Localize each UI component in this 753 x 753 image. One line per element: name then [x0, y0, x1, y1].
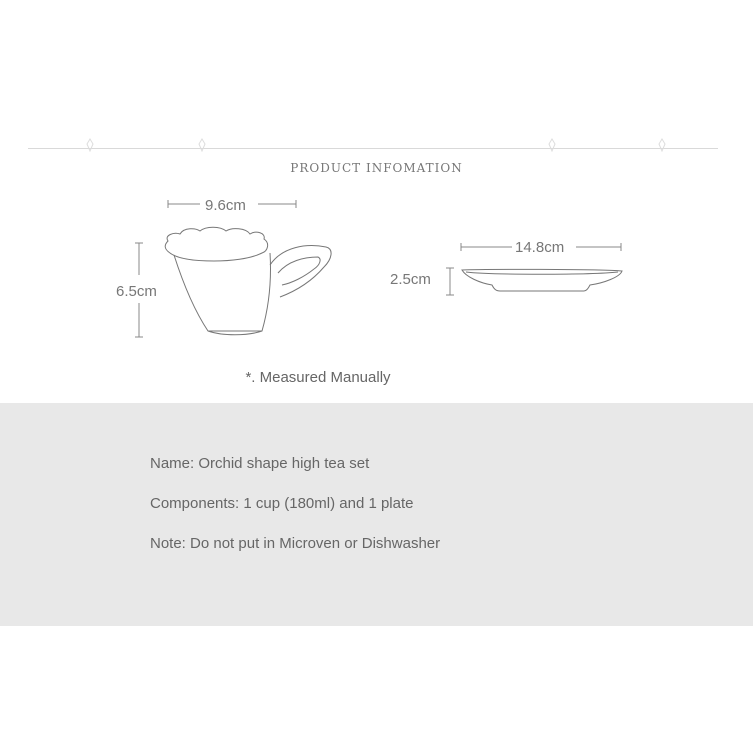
product-components: Components: 1 cup (180ml) and 1 plate [150, 495, 414, 512]
product-info-panel [0, 403, 753, 626]
cup-height-label: 6.5cm [116, 283, 157, 300]
ornament-icon [546, 138, 558, 152]
ornament-icon [196, 138, 208, 152]
section-heading: PRODUCT INFOMATION [290, 161, 463, 175]
plate-outline [462, 269, 622, 291]
plate-height-dimension [446, 268, 454, 295]
product-name: Name: Orchid shape high tea set [150, 455, 370, 472]
plate-width-label: 14.8cm [515, 239, 565, 256]
ornament-icon [84, 138, 96, 152]
product-care-note: Note: Do not put in Microven or Dishwasher [150, 535, 441, 552]
plate-height-label: 2.5cm [390, 271, 431, 288]
cup-width-label: 9.6cm [205, 197, 246, 214]
cup-outline [165, 227, 331, 335]
product-dimension-drawing [0, 185, 753, 365]
ornament-icon [656, 138, 668, 152]
measurement-note: *. Measured Manually [245, 369, 391, 386]
divider-line [28, 148, 718, 149]
